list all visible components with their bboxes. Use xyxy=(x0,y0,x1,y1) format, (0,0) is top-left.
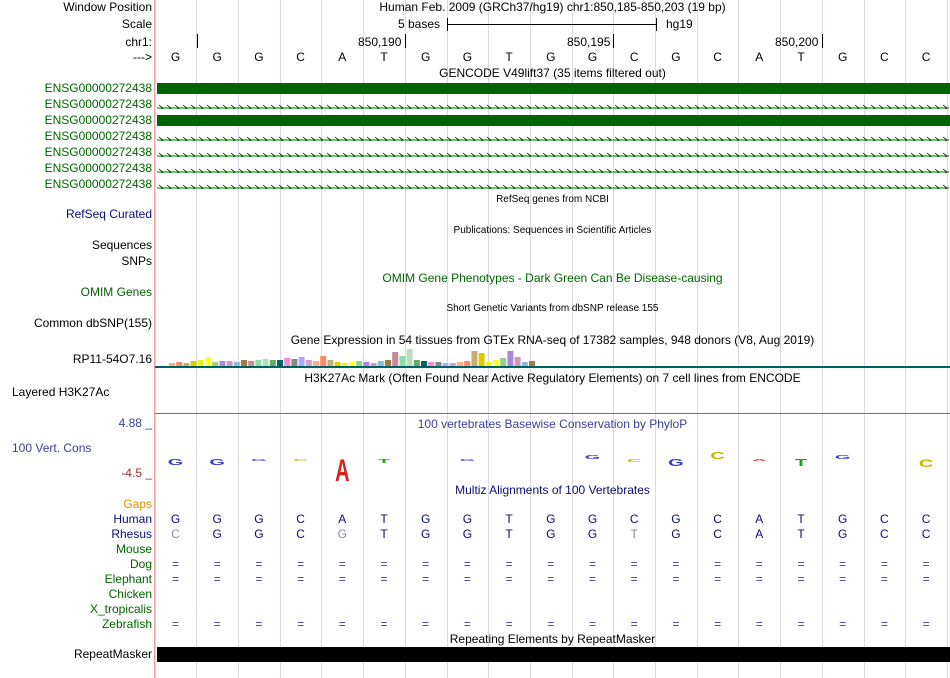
gencode-exon-feature[interactable] xyxy=(157,115,950,126)
snps-track-label[interactable]: SNPs xyxy=(121,254,152,268)
phylop-ymin: -4.5 _ xyxy=(121,466,152,480)
gtex-tissue-bar[interactable] xyxy=(407,349,413,366)
alignment-gap-mark: = xyxy=(547,557,555,571)
sequence-base: G xyxy=(462,50,473,64)
alignment-gap-mark: = xyxy=(338,557,346,571)
gtex-tissue-bar[interactable] xyxy=(212,362,218,366)
alignment-gap-mark: = xyxy=(463,617,471,631)
sequence-base: G xyxy=(212,50,222,64)
alignment-gap-mark: = xyxy=(839,557,847,571)
gtex-tissue-bar[interactable] xyxy=(205,357,211,366)
species-label[interactable]: Dog xyxy=(129,557,152,571)
gtex-expression-plot[interactable] xyxy=(155,342,950,368)
alignment-base: C xyxy=(921,527,931,541)
alignment-gap-mark: = xyxy=(797,617,805,631)
gtex-tissue-bar[interactable] xyxy=(392,352,398,366)
gtex-tissue-bar[interactable] xyxy=(486,362,492,366)
phylop-logo-letter: T xyxy=(794,457,808,469)
alignment-gap-mark: = xyxy=(380,617,388,631)
alignment-gap-mark: = xyxy=(880,557,888,571)
multiz-track-title[interactable]: Multiz Alignments of 100 Vertebrates xyxy=(455,483,650,497)
alignment-base: G xyxy=(462,527,473,541)
phylop-logo-letter: G xyxy=(668,457,684,469)
sequence-base: G xyxy=(546,50,556,64)
gtex-tissue-bar[interactable] xyxy=(363,362,369,366)
omim-track-label[interactable]: OMIM Genes xyxy=(80,285,152,299)
alignment-gap-mark: = xyxy=(630,572,638,586)
gtex-tissue-bar[interactable] xyxy=(515,357,521,366)
alignment-base: G xyxy=(212,512,222,526)
sequence-base: G xyxy=(587,50,598,64)
phylop-logo-letter: G xyxy=(209,457,225,468)
gencode-item-label[interactable]: ENSG00000272438 xyxy=(44,177,152,191)
sequence-base: G xyxy=(421,50,431,64)
alignment-base: C xyxy=(880,527,889,541)
alignment-gap-mark: = xyxy=(922,572,930,586)
alignment-base: T xyxy=(380,512,388,526)
alignment-base: T xyxy=(797,527,805,541)
alignment-gap-mark: = xyxy=(380,557,388,571)
alignment-base: G xyxy=(587,527,598,541)
alignment-base: C xyxy=(921,512,931,526)
alignment-gap-mark: = xyxy=(505,572,513,586)
alignment-base: T xyxy=(630,527,638,541)
gtex-tissue-bar[interactable] xyxy=(435,362,441,366)
alignment-gap-mark: = xyxy=(630,617,638,631)
gtex-tissue-bar[interactable] xyxy=(450,363,456,366)
dbsnp-track-label[interactable]: Common dbSNP(155) xyxy=(33,316,152,330)
gtex-tissue-bar[interactable] xyxy=(493,360,499,366)
gtex-tissue-bar[interactable] xyxy=(219,361,225,366)
gencode-intron-feature[interactable] xyxy=(157,133,949,141)
alignment-gap-mark: = xyxy=(422,617,430,631)
alignment-base: T xyxy=(380,527,388,541)
sequence-base: G xyxy=(838,50,848,64)
alignment-gap-mark: = xyxy=(338,572,346,586)
gaps-label[interactable]: Gaps xyxy=(123,497,152,511)
gencode-intron-feature[interactable] xyxy=(157,101,949,109)
phylop-logo-letter: A xyxy=(752,458,767,462)
sequence-base: T xyxy=(797,50,805,64)
alignment-gap-mark: = xyxy=(714,572,722,586)
alignment-base: G xyxy=(254,512,264,526)
alignment-base: G xyxy=(254,527,264,541)
gencode-exon-feature[interactable] xyxy=(157,83,950,94)
gencode-track-title[interactable]: GENCODE V49lift37 (35 items filtered out) xyxy=(439,66,666,80)
alignment-gap-mark: = xyxy=(755,572,763,586)
gencode-intron-feature[interactable] xyxy=(157,165,949,173)
repeatmasker-track-title[interactable]: Repeating Elements by RepeatMasker xyxy=(449,632,656,646)
alignment-base: G xyxy=(170,512,181,526)
alignment-base: C xyxy=(713,527,722,541)
gencode-item-label[interactable]: ENSG00000272438 xyxy=(44,97,152,111)
alignment-gap-mark: = xyxy=(839,617,847,631)
species-label[interactable]: X_tropicalis xyxy=(89,602,152,616)
alignment-gap-mark: = xyxy=(255,572,263,586)
scale-db: hg19 xyxy=(666,17,693,31)
gtex-tissue-bar[interactable] xyxy=(299,357,305,366)
alignment-gap-mark: = xyxy=(755,617,763,631)
species-label[interactable]: Mouse xyxy=(115,542,152,556)
alignment-gap-mark: = xyxy=(505,617,513,631)
phylop-logo-letter: C xyxy=(918,457,934,470)
strand-chevrons xyxy=(157,184,949,189)
alignment-gap-mark: = xyxy=(255,557,263,571)
assembly-position: Human Feb. 2009 (GRCh37/hg19) chr1:850,185-850,203 (19 bp) xyxy=(379,0,726,14)
gencode-intron-feature[interactable] xyxy=(157,181,949,189)
coord-tick-label: 850,195 xyxy=(567,35,611,49)
alignment-base: T xyxy=(505,512,513,526)
gtex-tissue-bar[interactable] xyxy=(270,360,276,366)
refseq-track-label[interactable]: RefSeq Curated xyxy=(65,207,152,221)
phylop-logo[interactable] xyxy=(155,446,950,482)
ruler-tick xyxy=(197,34,198,48)
alignment-base: G xyxy=(337,527,347,541)
alignment-gap-mark: = xyxy=(839,572,847,586)
gtex-tissue-bar[interactable] xyxy=(378,361,384,366)
gtex-tissue-bar[interactable] xyxy=(291,359,297,366)
gtex-tissue-bar[interactable] xyxy=(320,356,326,366)
sequence-base: G xyxy=(170,50,181,64)
alignment-base: C xyxy=(629,512,639,526)
alignment-base: G xyxy=(421,512,431,526)
phylop-logo-letter: T xyxy=(377,458,391,465)
alignment-gap-mark: = xyxy=(672,572,680,586)
gtex-tissue-bar[interactable] xyxy=(443,363,449,366)
dbsnp-track-title[interactable]: Short Genetic Variants from dbSNP release 155 xyxy=(446,303,659,314)
alignment-gap-mark: = xyxy=(922,617,930,631)
ruler-tick xyxy=(822,34,823,48)
species-label[interactable]: Chicken xyxy=(108,587,152,601)
alignment-gap-mark: = xyxy=(422,572,430,586)
chrom-label: chr1: xyxy=(125,35,152,49)
gencode-item-label[interactable]: ENSG00000272438 xyxy=(44,161,152,175)
phylop-track-title[interactable]: 100 vertebrates Basewise Conservation by PhyloP xyxy=(417,417,688,431)
alignment-base: C xyxy=(171,527,180,541)
alignment-gap-mark: = xyxy=(880,617,888,631)
publications-track-label[interactable]: Sequences xyxy=(91,238,152,252)
alignment-base: C xyxy=(713,512,722,526)
gtex-tissue-bar[interactable] xyxy=(335,362,341,366)
alignment-gap-mark: = xyxy=(297,557,305,571)
gtex-tissue-bar[interactable] xyxy=(471,351,477,366)
alignment-gap-mark: = xyxy=(297,572,305,586)
gtex-tissue-bar[interactable] xyxy=(191,361,197,366)
gtex-tissue-bar[interactable] xyxy=(421,361,427,366)
gtex-tissue-bar[interactable] xyxy=(500,358,506,366)
scale-bar-right-end xyxy=(656,18,657,31)
species-label[interactable]: Human xyxy=(113,512,152,526)
sequence-base: G xyxy=(254,50,264,64)
sequence-base: C xyxy=(921,50,931,64)
gtex-tissue-bar[interactable] xyxy=(176,362,182,366)
sequence-base: T xyxy=(380,50,388,64)
scale-bar-left-end xyxy=(447,18,448,31)
coord-tick-label: 850,200 xyxy=(775,35,819,49)
phylop-logo-letter: G xyxy=(167,457,184,468)
alignment-gap-mark: = xyxy=(255,617,263,631)
gtex-tissue-bar[interactable] xyxy=(529,361,535,366)
alignment-base: A xyxy=(755,512,764,526)
alignment-base: G xyxy=(212,527,222,541)
gtex-tissue-bar[interactable] xyxy=(342,363,348,366)
alignment-gap-mark: = xyxy=(463,557,471,571)
species-label[interactable]: Zebrafish xyxy=(101,617,152,631)
repeatmasker-track-label[interactable]: RepeatMasker xyxy=(73,647,152,661)
alignment-gap-mark: = xyxy=(463,572,471,586)
gencode-item-label[interactable]: ENSG00000272438 xyxy=(44,129,152,143)
sequence-base: A xyxy=(755,50,764,64)
gtex-tissue-bar[interactable] xyxy=(385,360,391,366)
sequence-base: C xyxy=(629,50,639,64)
alignment-gap-mark: = xyxy=(588,617,596,631)
gtex-tissue-bar[interactable] xyxy=(241,360,247,366)
gtex-tissue-bar[interactable] xyxy=(198,360,204,366)
phylop-track-label[interactable]: 100 Vert. Cons xyxy=(12,441,92,455)
species-label[interactable]: Elephant xyxy=(104,572,152,586)
h3k27ac-track-label[interactable]: Layered H3K27Ac xyxy=(12,385,110,399)
strand-chevrons xyxy=(157,152,949,157)
gtex-tissue-bar[interactable] xyxy=(428,362,434,366)
phylop-logo-letter: G xyxy=(251,458,267,462)
alignment-gap-mark: = xyxy=(171,557,179,571)
gtex-tissue-bar[interactable] xyxy=(313,361,319,366)
phylop-logo-letter: G xyxy=(834,454,851,461)
gtex-tissue-bar[interactable] xyxy=(227,361,233,366)
sequence-base: A xyxy=(338,50,347,64)
gtex-tissue-bar[interactable] xyxy=(277,360,283,366)
strand-label: ---> xyxy=(133,50,152,64)
phylop-ymax: 4.88 _ xyxy=(118,416,152,430)
alignment-gap-mark: = xyxy=(171,617,179,631)
coord-tick-label: 850,190 xyxy=(358,35,402,49)
strand-chevrons xyxy=(157,168,949,173)
alignment-base: C xyxy=(880,512,889,526)
alignment-gap-mark: = xyxy=(588,572,596,586)
gtex-tissue-bar[interactable] xyxy=(248,361,254,366)
alignment-base: C xyxy=(296,527,305,541)
alignment-base: A xyxy=(755,527,764,541)
gencode-intron-feature[interactable] xyxy=(157,149,949,157)
alignment-gap-mark: = xyxy=(547,617,555,631)
alignment-base: T xyxy=(505,527,513,541)
alignment-base: C xyxy=(296,512,305,526)
gtex-tissue-bar[interactable] xyxy=(399,356,405,366)
sequence-base: C xyxy=(880,50,889,64)
alignment-base: G xyxy=(462,512,473,526)
gtex-tissue-bar[interactable] xyxy=(327,360,333,366)
ruler-tick xyxy=(613,34,614,48)
alignment-gap-mark: = xyxy=(213,557,221,571)
gencode-item-label[interactable]: ENSG00000272438 xyxy=(44,113,152,127)
species-label[interactable]: Rhesus xyxy=(111,527,152,541)
sequence-base: G xyxy=(671,50,681,64)
gtex-track-label[interactable]: RP11-54O7.16 xyxy=(72,352,152,366)
alignment-gap-mark: = xyxy=(797,557,805,571)
alignment-base: G xyxy=(671,527,681,541)
gtex-tissue-bar[interactable] xyxy=(414,360,420,366)
gtex-tissue-bar[interactable] xyxy=(349,362,355,366)
h3k27ac-baseline xyxy=(155,413,950,414)
alignment-gap-mark: = xyxy=(213,617,221,631)
alignment-gap-mark: = xyxy=(672,617,680,631)
gtex-tissue-bar[interactable] xyxy=(507,351,513,366)
scale-bar xyxy=(447,24,657,25)
gtex-tissue-bar[interactable] xyxy=(371,363,377,366)
gencode-item-label[interactable]: ENSG00000272438 xyxy=(44,145,152,159)
alignment-gap-mark: = xyxy=(755,557,763,571)
alignment-base: G xyxy=(421,527,431,541)
sequence-base: C xyxy=(713,50,722,64)
gtex-tissue-bar[interactable] xyxy=(284,358,290,366)
alignment-base: G xyxy=(546,527,556,541)
alignment-base: G xyxy=(587,512,598,526)
gtex-tissue-bar[interactable] xyxy=(457,362,463,366)
alignment-gap-mark: = xyxy=(588,557,596,571)
scale-text: 5 bases xyxy=(398,17,441,31)
gtex-tissue-bar[interactable] xyxy=(169,363,175,366)
gtex-tissue-bar[interactable] xyxy=(183,363,189,366)
alignment-gap-mark: = xyxy=(630,557,638,571)
phylop-logo-letter: A xyxy=(335,452,350,482)
alignment-gap-mark: = xyxy=(380,572,388,586)
gtex-tissue-bar[interactable] xyxy=(522,362,528,366)
gtex-tissue-bar[interactable] xyxy=(263,359,269,366)
alignment-gap-mark: = xyxy=(505,557,513,571)
gtex-tissue-bar[interactable] xyxy=(356,361,362,366)
gtex-tissue-bar[interactable] xyxy=(255,360,261,366)
alignment-gap-mark: = xyxy=(797,572,805,586)
alignment-gap-mark: = xyxy=(422,557,430,571)
publications-track-title[interactable]: Publications: Sequences in Scientific Articles xyxy=(453,225,652,236)
alignment-base: G xyxy=(838,512,848,526)
alignment-base: A xyxy=(338,512,347,526)
window-position-label: Window Position xyxy=(63,0,152,14)
refseq-track-title[interactable]: RefSeq genes from NCBI xyxy=(496,194,609,205)
sequence-base: C xyxy=(296,50,305,64)
gtex-tissue-bar[interactable] xyxy=(479,353,485,366)
gtex-track-title[interactable]: Gene Expression in 54 tissues from GTEx RNA-seq of 17382 samples, 948 donors (V8, Aug 2019) xyxy=(290,333,815,347)
omim-track-title[interactable]: OMIM Gene Phenotypes - Dark Green Can Be Disease-causing xyxy=(382,271,723,285)
alignment-gap-mark: = xyxy=(213,572,221,586)
alignment-base: T xyxy=(797,512,805,526)
gtex-tissue-bar[interactable] xyxy=(464,361,470,366)
phylop-logo-letter: G xyxy=(584,454,601,461)
alignment-gap-mark: = xyxy=(171,572,179,586)
phylop-logo-letter: C xyxy=(293,458,308,462)
phylop-logo-letter: C xyxy=(626,458,642,464)
gtex-tissue-bar[interactable] xyxy=(234,362,240,366)
alignment-base: G xyxy=(546,512,556,526)
strand-chevrons xyxy=(157,104,949,109)
phylop-logo-letter: G xyxy=(459,458,476,462)
alignment-base: G xyxy=(671,512,681,526)
alignment-gap-mark: = xyxy=(338,617,346,631)
alignment-gap-mark: = xyxy=(714,617,722,631)
alignment-gap-mark: = xyxy=(672,557,680,571)
phylop-logo-letter: C xyxy=(710,450,725,462)
sequence-base: T xyxy=(505,50,513,64)
repeatmasker-feature[interactable] xyxy=(157,647,950,662)
alignment-gap-mark: = xyxy=(547,572,555,586)
alignment-gap-mark: = xyxy=(880,572,888,586)
alignment-gap-mark: = xyxy=(922,557,930,571)
gtex-tissue-bar[interactable] xyxy=(306,360,312,366)
alignment-base: G xyxy=(838,527,848,541)
strand-chevrons xyxy=(157,136,949,141)
h3k27ac-track-title[interactable]: H3K27Ac Mark (Often Found Near Active Regulatory Elements) on 7 cell lines from ENCODE xyxy=(304,371,801,385)
gencode-item-label[interactable]: ENSG00000272438 xyxy=(44,81,152,95)
alignment-gap-mark: = xyxy=(714,557,722,571)
ruler-tick xyxy=(405,34,406,48)
alignment-gap-mark: = xyxy=(297,617,305,631)
scale-label: Scale xyxy=(121,17,152,31)
